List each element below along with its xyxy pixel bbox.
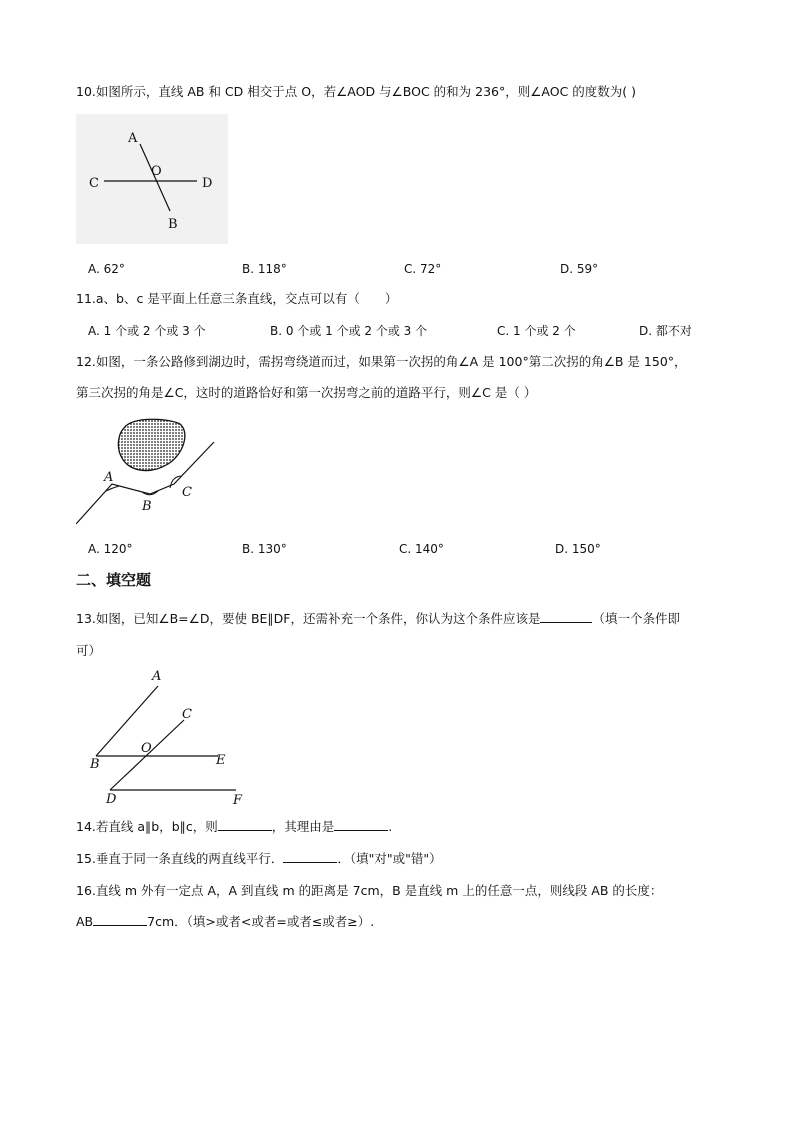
parallel-lines-diagram — [80, 664, 260, 812]
q11-option-d[interactable]: D. 都不对 — [639, 324, 692, 338]
q12-text-line2: 第三次拐的角是∠C，这时的道路恰好和第一次拐弯之前的道路平行，则∠C 是（ ） — [76, 385, 537, 400]
q10-option-a[interactable]: A. 62° — [88, 262, 125, 276]
q10-figure — [76, 114, 228, 248]
q14-part1: 14.若直线 a∥b，b∥c，则 — [76, 819, 218, 834]
q14-blank-1[interactable] — [218, 818, 272, 831]
label-c: C — [182, 707, 192, 722]
label-f: F — [233, 793, 243, 808]
label-b: B — [168, 217, 178, 232]
q15-blank[interactable] — [283, 850, 337, 863]
label-c: C — [182, 485, 192, 500]
road-around-lake-diagram — [76, 414, 218, 526]
q12-option-c[interactable]: C. 140° — [399, 542, 444, 556]
q14-part2: ，其理由是 — [271, 819, 335, 834]
q12-text-line1: 12.如图，一条公路修到湖边时，需拐弯绕道而过，如果第一次拐的角∠A 是 100°第二次拐的角∠B 是 150°， — [76, 354, 687, 369]
q10-text: 10.如图所示，直线 AB 和 CD 相交于点 O，若∠AOD 与∠BOC 的和为 236°，则∠AOC 的度数为( ) — [76, 84, 637, 99]
q16-part2: 7cm．（填>或者<或者=或者≤或者≥）. — [147, 914, 375, 929]
q10-option-b[interactable]: B. 118° — [242, 262, 287, 276]
section-fill-in-title: 二、填空题 — [76, 571, 152, 589]
q10-option-d[interactable]: D. 59° — [560, 262, 599, 276]
label-c: C — [89, 176, 99, 191]
q11-option-c[interactable]: C. 1 个或 2 个 — [497, 324, 576, 338]
label-a: A — [152, 669, 162, 684]
q11-text: 11.a、b、c 是平面上任意三条直线，交点可以有（ ） — [76, 291, 398, 306]
q13-text-b: （填一个条件即 — [592, 611, 680, 626]
label-d: D — [106, 792, 117, 807]
q16-part1: AB — [76, 914, 94, 929]
q12-figure — [76, 414, 218, 530]
q13-answer-blank[interactable] — [540, 610, 592, 623]
q13-text-a: 13.如图，已知∠B=∠D，要使 BE∥DF，还需补充一个条件，你认为这个条件应该是 — [76, 611, 541, 626]
lake-shape — [118, 419, 185, 470]
q16-text-line1: 16.直线 m 外有一定点 A，A 到直线 m 的距离是 7cm，B 是直线 m 上的任意一点，则线段 AB 的长度： — [76, 883, 663, 898]
q11-option-b[interactable]: B. 0 个或 1 个或 2 个或 3 个 — [270, 324, 428, 338]
q14-blank-2[interactable] — [334, 818, 388, 831]
q16-text-line2 — [76, 913, 374, 931]
label-o: O — [151, 164, 162, 179]
q15-part2: ．（填"对"或"错"） — [337, 851, 442, 866]
q13-text-line1 — [76, 610, 680, 628]
label-e: E — [216, 753, 226, 768]
q13-text-line2: 可） — [76, 643, 102, 658]
label-a: A — [104, 470, 114, 485]
q11-option-a[interactable]: A. 1 个或 2 个或 3 个 — [88, 324, 206, 338]
q12-option-b[interactable]: B. 130° — [242, 542, 287, 556]
label-a: A — [128, 131, 138, 146]
q16-blank[interactable] — [93, 913, 147, 926]
q14-part3: . — [388, 819, 393, 834]
label-d: D — [202, 176, 213, 191]
intersecting-lines-diagram — [76, 114, 228, 244]
label-o: O — [141, 741, 152, 756]
label-b: B — [142, 499, 152, 514]
q15-text — [76, 850, 442, 868]
q12-option-a[interactable]: A. 120° — [88, 542, 133, 556]
q15-part1: 15.垂直于同一条直线的两直线平行． — [76, 851, 284, 866]
q10-option-c[interactable]: C. 72° — [404, 262, 442, 276]
q13-figure — [80, 664, 260, 816]
q12-option-d[interactable]: D. 150° — [555, 542, 601, 556]
label-b: B — [90, 757, 100, 772]
q14-text — [76, 818, 392, 836]
